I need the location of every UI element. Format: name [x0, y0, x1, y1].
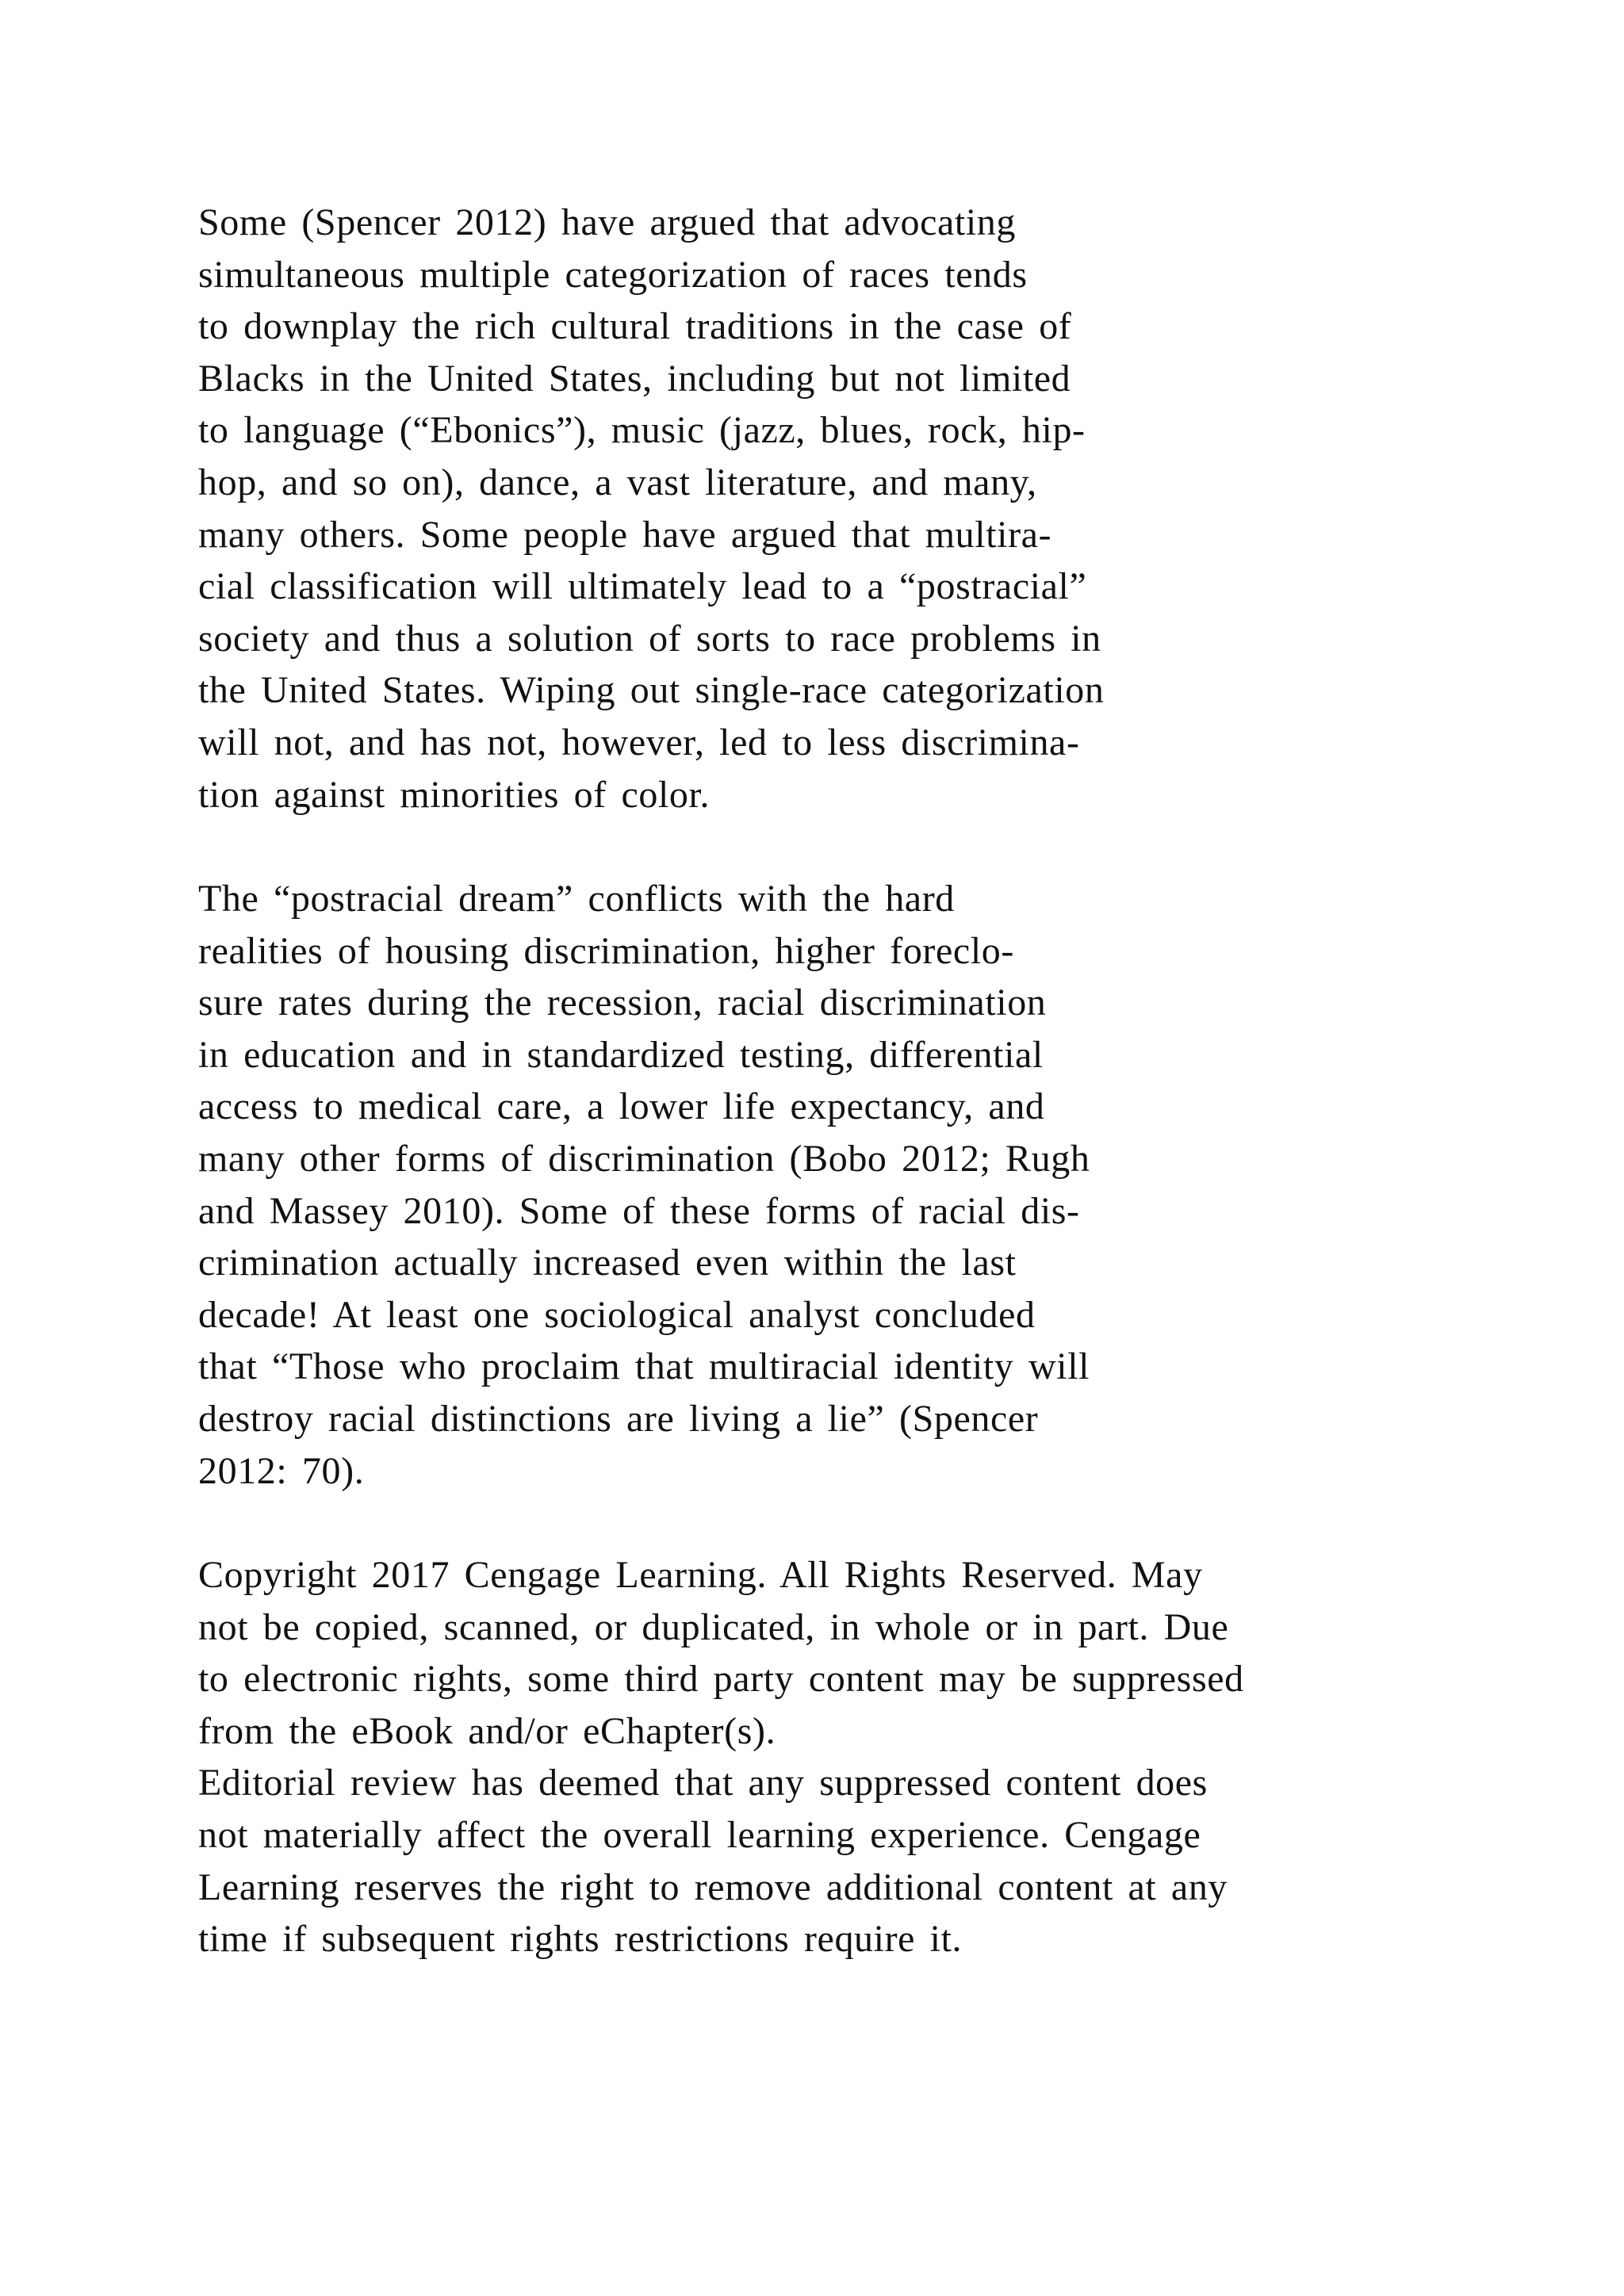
body-paragraph-1 — [198, 197, 1546, 821]
text-line: sure rates during the recession, racial discrimination — [198, 982, 1047, 1024]
text-line: tion against minorities of color. — [198, 773, 710, 816]
text-line: realities of housing discrimination, higher foreclo- — [198, 929, 1014, 972]
text-line: that “Those who proclaim that multiracial identity will — [198, 1345, 1090, 1388]
text-line: to downplay the rich cultural traditions in the case of — [198, 305, 1072, 348]
text-line: in education and in standardized testing, differential — [198, 1033, 1044, 1076]
text-line: cial classification will ultimately lead to a “postracial” — [198, 565, 1087, 608]
text-line: society and thus a solution of sorts to race problems in — [198, 617, 1101, 660]
text-line: access to medical care, a lower life expectancy, and — [198, 1085, 1045, 1128]
text-line: decade! At least one sociological analyst concluded — [198, 1293, 1036, 1336]
text-line: not materially affect the overall learning experience. Cengage — [198, 1813, 1201, 1856]
text-line: Some (Spencer 2012) have argued that advocating — [198, 201, 1016, 243]
text-line: time if subsequent rights restrictions require it. — [198, 1918, 963, 1961]
copyright-notice — [198, 1549, 1546, 1965]
text-line: and Massey 2010). Some of these forms of racial dis- — [198, 1189, 1080, 1232]
text-line: crimination actually increased even within the last — [198, 1242, 1017, 1284]
text-line: Learning reserves the right to remove additional content at any — [198, 1866, 1228, 1908]
text-line: Blacks in the United States, including but not limited — [198, 357, 1071, 400]
text-line: The “postracial dream” conflicts with the hard — [198, 878, 955, 920]
text-line: Editorial review has deemed that any suppressed content does — [198, 1762, 1208, 1804]
text-line: hop, and so on), dance, a vast literature, and many, — [198, 461, 1037, 503]
text-line: 2012: 70). — [198, 1449, 365, 1492]
text-line: many others. Some people have argued that multira- — [198, 513, 1052, 556]
text-line: many other forms of discrimination (Bobo 2012; Rugh — [198, 1137, 1090, 1180]
text-line: from the eBook and/or eChapter(s). — [198, 1709, 776, 1752]
body-paragraph-2 — [198, 873, 1546, 1497]
text-line: destroy racial distinctions are living a lie” (Spencer — [198, 1397, 1039, 1440]
text-line: the United States. Wiping out single-race categorization — [198, 669, 1105, 712]
text-line: to electronic rights, some third party content may be suppressed — [198, 1658, 1244, 1701]
text-line: to language (“Ebonics”), music (jazz, blues, rock, hip- — [198, 409, 1086, 452]
text-line: not be copied, scanned, or duplicated, in whole or in part. Due — [198, 1605, 1229, 1648]
text-line: simultaneous multiple categorization of races tends — [198, 253, 1028, 296]
text-line: Copyright 2017 Cengage Learning. All Rights Reserved. May — [198, 1554, 1203, 1596]
text-line: will not, and has not, however, led to less discrimina- — [198, 721, 1080, 763]
